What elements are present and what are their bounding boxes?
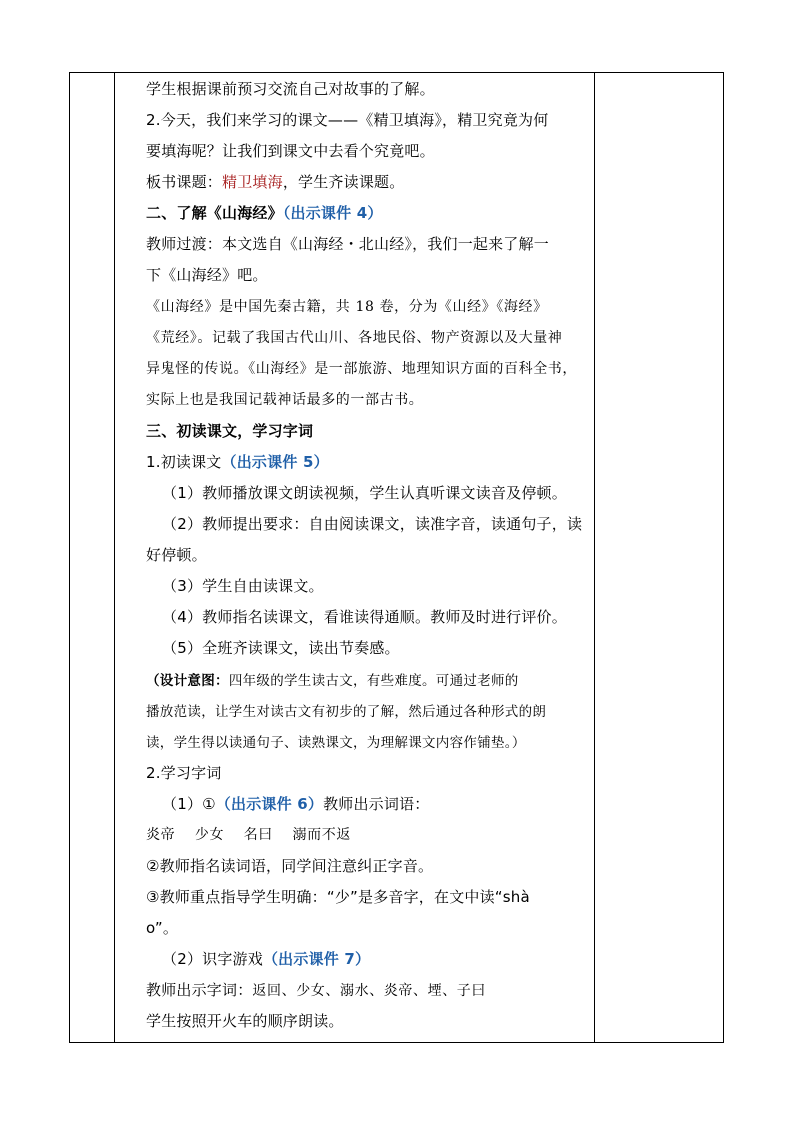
text-line: 《山海经》是中国先秦古籍，共 18 卷，分为《山经》《海经》 xyxy=(146,299,548,315)
text-line: ③教师重点指导学生明确：“少”是多音字，在文中读“shà xyxy=(146,888,530,906)
vocabulary-line: 炎帝 少女 名曰 溺而不返 xyxy=(146,827,351,843)
text-line: （4）教师指名读课文，看谁读得通顺。教师及时进行评价。 xyxy=(162,608,567,626)
text-line: 实际上也是我国记载神话最多的一部古书。 xyxy=(146,392,424,408)
text-line: ②教师指名读词语，同学间注意纠正字音。 xyxy=(146,857,434,875)
text-fragment: ，学生齐读课题。 xyxy=(282,173,405,191)
design-intent-line xyxy=(146,669,519,689)
text-line: （5）全班齐读课文，读出节奏感。 xyxy=(162,639,400,657)
board-label: 板书课题： xyxy=(146,173,223,191)
text-line xyxy=(146,451,329,472)
text-line: 读，学生得以读通句子、读熟课文，为理解课文内容作铺垫。） xyxy=(146,735,526,751)
right-column-cell xyxy=(595,73,724,1043)
text-line: 教师过渡：本文选自《山海经・北山经》，我们一起来了解一 xyxy=(146,235,549,253)
text-fragment: 教师出示词语： xyxy=(323,795,430,813)
text-fragment: 四年级的学生读古文，有些难度。可通过老师的 xyxy=(228,673,519,689)
heading-text: 二、了解《山海经》 xyxy=(146,204,283,222)
text-line: 2.今天，我们来学习的课文——《精卫填海》，精卫究竟为何 xyxy=(146,111,549,129)
courseware-ref: （出示课件 7） xyxy=(262,950,371,968)
main-content-cell xyxy=(115,73,595,1043)
text-line: （3）学生自由读课文。 xyxy=(162,577,324,595)
lesson-content xyxy=(115,73,594,1042)
courseware-ref: （出示课件 6） xyxy=(215,795,324,813)
vocabulary-list: 返回、少女、溺水、炎帝、堙、子曰 xyxy=(252,983,487,999)
text-line: 异鬼怪的传说。《山海经》是一部旅游、地理知识方面的百科全书， xyxy=(146,361,577,377)
text-line: 学生根据课前预习交流自己对故事的了解。 xyxy=(146,80,435,98)
text-fragment: （2）识字游戏 xyxy=(162,950,263,968)
text-line: （1）教师播放课文朗读视频，学生认真听课文读音及停顿。 xyxy=(162,484,567,502)
text-line: 播放范读，让学生对读古文有初步的了解，然后通过各种形式的朗 xyxy=(146,704,547,720)
text-line xyxy=(146,979,486,1000)
lesson-plan-table xyxy=(69,72,724,1043)
text-line: （2）教师提出要求：自由阅读课文，读准字音，读通句子，读 xyxy=(162,515,583,533)
text-line: 下《山海经》吧。 xyxy=(146,266,268,284)
text-line: 学生按照开火车的顺序朗读。 xyxy=(146,1012,344,1030)
text-line xyxy=(146,171,404,192)
courseware-ref: （出示课件 5） xyxy=(221,453,329,471)
text-line xyxy=(162,948,370,969)
courseware-ref: （出示课件 4） xyxy=(282,204,383,222)
text-line: 要填海呢？让我们到课文中去看个究竟吧。 xyxy=(146,142,435,160)
text-line xyxy=(162,793,429,814)
text-line: 《荒经》。记载了我国古代山川、各地民俗、物产资源以及大量神 xyxy=(146,330,563,346)
text-line: 2.学习字词 xyxy=(146,764,222,782)
text-line: o”。 xyxy=(146,919,179,937)
section-heading: 三、初读课文，学习字词 xyxy=(146,422,314,440)
text-fragment: （1）① xyxy=(162,795,216,813)
left-column-cell xyxy=(70,73,115,1043)
lesson-title: 精卫填海 xyxy=(222,173,283,191)
section-heading xyxy=(146,202,383,223)
subheading-text: 1.初读课文 xyxy=(146,453,222,471)
design-intent-label: （设计意图： xyxy=(146,673,229,689)
text-line: 好停顿。 xyxy=(146,546,207,564)
text-fragment: 教师出示字词： xyxy=(146,981,253,999)
